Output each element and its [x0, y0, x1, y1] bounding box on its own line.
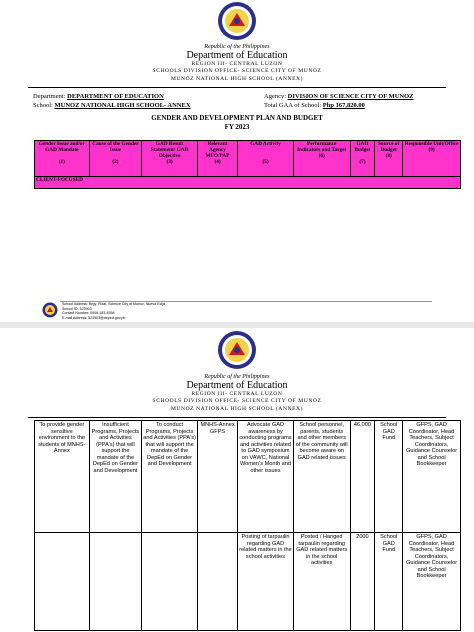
cause-cell: Insufficient Programs, Projects and Activities (PPA's) that will support the mandate of the DepEd on Gender and Development — [89, 421, 142, 533]
gad-plan-table-header — [34, 140, 461, 189]
table-header-row — [35, 141, 461, 177]
header-divider — [28, 417, 446, 418]
activity-cell: Posting of tarpaulin regarding GAD related matters in the school activities — [238, 533, 294, 631]
client-focused-row — [35, 177, 461, 189]
mfo-cell — [197, 533, 237, 631]
header-cell: Performance Indicators and Target (6) — [293, 141, 350, 177]
department-title: Department of Education — [186, 380, 288, 391]
header-cell: Gender Issue and/or GAD Mandate (1) — [35, 141, 90, 177]
header-cell: Responsible Unit/Office (9) — [403, 141, 461, 177]
table-row — [35, 533, 461, 631]
indicator-cell: School personnel, parents, students and other members of the community will become aware on GAD related issues — [293, 421, 350, 533]
table-row — [35, 421, 461, 533]
region-text: REGION III- CENTRAL LUZON — [191, 61, 283, 67]
source-cell: School GAD Fund — [375, 421, 403, 533]
responsible-cell: GFPS, GAD Coordinator, Head Teachers, Subject Coordinators, Guidance Counselor and School Bookkeeper — [403, 533, 461, 631]
client-focused-label: CLIENT-FOCUSED — [35, 177, 461, 189]
header-cell: GAD Budget (7) — [350, 141, 375, 177]
header-cell: GAD Result Statement/ GAD Objective (3) — [142, 141, 198, 177]
page-2 — [0, 328, 474, 632]
republic-text: Republic of the Philippines — [204, 374, 270, 380]
plan-title: GENDER AND DEVELOPMENT PLAN AND BUDGET — [151, 114, 323, 122]
responsible-cell: GFPS, GAD Coordinator, Head Teachers, Subject Coordinators, Guidance Counselor and School Bookkeeper — [403, 421, 461, 533]
region-text: REGION III- CENTRAL LUZON — [191, 391, 283, 397]
footer-address: School Address: Brgy. Rizal, Science City of Munoz, Nueva Ecija — [62, 302, 165, 306]
header-cell: Cause of the Gender Issue (2) — [89, 141, 142, 177]
total-gaa-field: Total GAA of School: Php 167,820.00 — [264, 102, 365, 109]
fiscal-year: FY 2023 — [224, 123, 250, 131]
activity-cell: Advocate GAD awareness by conducting programs and activities related to GAD symposium on VAWC, National Women's Month and other issues — [238, 421, 294, 533]
budget-cell: 46,000 — [350, 421, 375, 533]
deped-seal-icon — [217, 1, 257, 41]
footer-contact-number: Contact Number: 0906-183-4558 — [62, 311, 115, 315]
agency-field: Agency: DIVISION OF SCIENCE CITY OF MUNOZ — [264, 93, 414, 100]
footer-email[interactable]: E-mail Address: 523903@deped.gov.ph — [62, 315, 126, 320]
deped-seal-icon — [217, 330, 257, 370]
school-text: MUNOZ NATIONAL HIGH SCHOOL (ANNEX) — [170, 406, 304, 412]
gender-issue-cell: To provide gender sensitive environment to the students of MNHS- Annex — [35, 421, 90, 533]
school-field: School: MUNOZ NATIONAL HIGH SCHOOL- ANNEX — [33, 102, 191, 109]
objective-cell: To conduct Programs, Projects and Activities (PPA's) that will support the mandate of the DepEd on Gender and Development — [142, 421, 198, 533]
gender-issue-cell — [35, 533, 90, 631]
mfo-cell: MNHS-Annex GFPS — [197, 421, 237, 533]
objective-cell — [142, 533, 198, 631]
source-cell: School GAD Fund — [375, 533, 403, 631]
indicator-cell: Posted / Hanged tarpaulin regarding GAD related matters in the school activities — [293, 533, 350, 631]
header-divider — [28, 87, 446, 88]
budget-cell: 2000 — [350, 533, 375, 631]
header-cell: Relevant Agency MFO/PAP (4) — [197, 141, 237, 177]
department-field: Department: DEPARTMENT OF EDUCATION — [33, 93, 164, 100]
gad-plan-table-body — [34, 420, 461, 631]
cause-cell — [89, 533, 142, 631]
division-text: SCHOOLS DIVISION OFFICE- SCIENCE CITY OF MUNOZ — [152, 398, 322, 404]
footer-contact — [62, 302, 165, 320]
school-text: MUNOZ NATIONAL HIGH SCHOOL (ANNEX) — [170, 76, 304, 82]
header-cell: GAD Activity (5) — [238, 141, 294, 177]
department-title: Department of Education — [186, 50, 288, 61]
deped-logo-icon — [42, 302, 58, 318]
republic-text: Republic of the Philippines — [204, 44, 270, 50]
header-cell: Source of Budget (8) — [375, 141, 403, 177]
division-text: SCHOOLS DIVISION OFFICE- SCIENCE CITY OF MUNOZ — [152, 68, 322, 74]
footer-school-id: School ID: 523903 — [62, 306, 92, 311]
